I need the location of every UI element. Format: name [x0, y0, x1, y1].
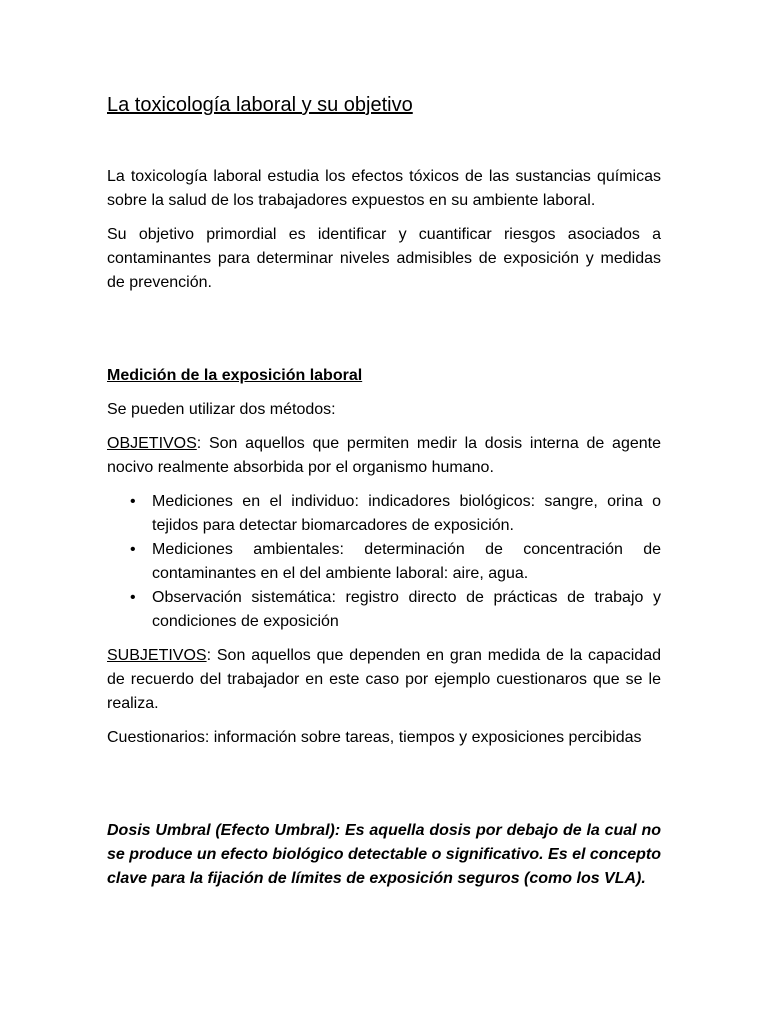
list-item — [130, 490, 661, 538]
objetivos-text: : Son aquellos que permiten medir la dosis interna de agente nocivo realmente absorbida por el organismo humano. — [107, 435, 661, 476]
document-title: La toxicología laboral y su objetivo — [107, 94, 413, 116]
objetivos-paragraph — [107, 432, 661, 480]
list-item — [130, 538, 661, 586]
bullet-icon: • — [130, 493, 136, 510]
objective-paragraph: Su objetivo primordial es identificar y cuantificar riesgos asociados a contaminantes para determinar niveles admisibles de exposición y medidas de prevención. — [107, 226, 661, 291]
list-item-text: Mediciones en el individuo: indicadores biológicos: sangre, orina o tejidos para detectar biomarcadores de exposición. — [152, 493, 661, 534]
list-item-text: Observación sistemática: registro directo de prácticas de trabajo y condiciones de exposición — [152, 589, 661, 630]
list-item — [130, 586, 661, 634]
cuestionarios-paragraph: Cuestionarios: información sobre tareas, tiempos y exposiciones percibidas — [107, 729, 642, 746]
list-item-text: Mediciones ambientales: determinación de concentración de contaminantes en el del ambiente laboral: aire, agua. — [152, 541, 661, 582]
subjetivos-paragraph — [107, 644, 661, 716]
section-heading: Medición de la exposición laboral — [107, 367, 363, 384]
intro-section — [107, 165, 661, 305]
methods-lead: Se pueden utilizar dos métodos: — [107, 401, 336, 418]
measurement-section — [107, 364, 661, 760]
bullet-icon: • — [130, 541, 136, 558]
intro-paragraph: La toxicología laboral estudia los efectos tóxicos de las sustancias químicas sobre la salud de los trabajadores expuestos en su ambiente laboral. — [107, 168, 661, 209]
subjetivos-text: : Son aquellos que dependen en gran medida de la capacidad de recuerdo del trabajador en este caso por ejemplo cuestionaros que se le realiza. — [107, 647, 661, 712]
objetivos-label: OBJETIVOS — [107, 435, 197, 452]
threshold-dose-callout: Dosis Umbral (Efecto Umbral): Es aquella dosis por debajo de la cual no se produce un efecto biológico detectable o significativo. Es el concepto clave para la fijación de límites de exposición seguros (como los VLA). — [107, 822, 661, 887]
measurement-list — [107, 490, 661, 634]
bullet-icon: • — [130, 589, 136, 606]
subjetivos-label: SUBJETIVOS — [107, 647, 207, 664]
